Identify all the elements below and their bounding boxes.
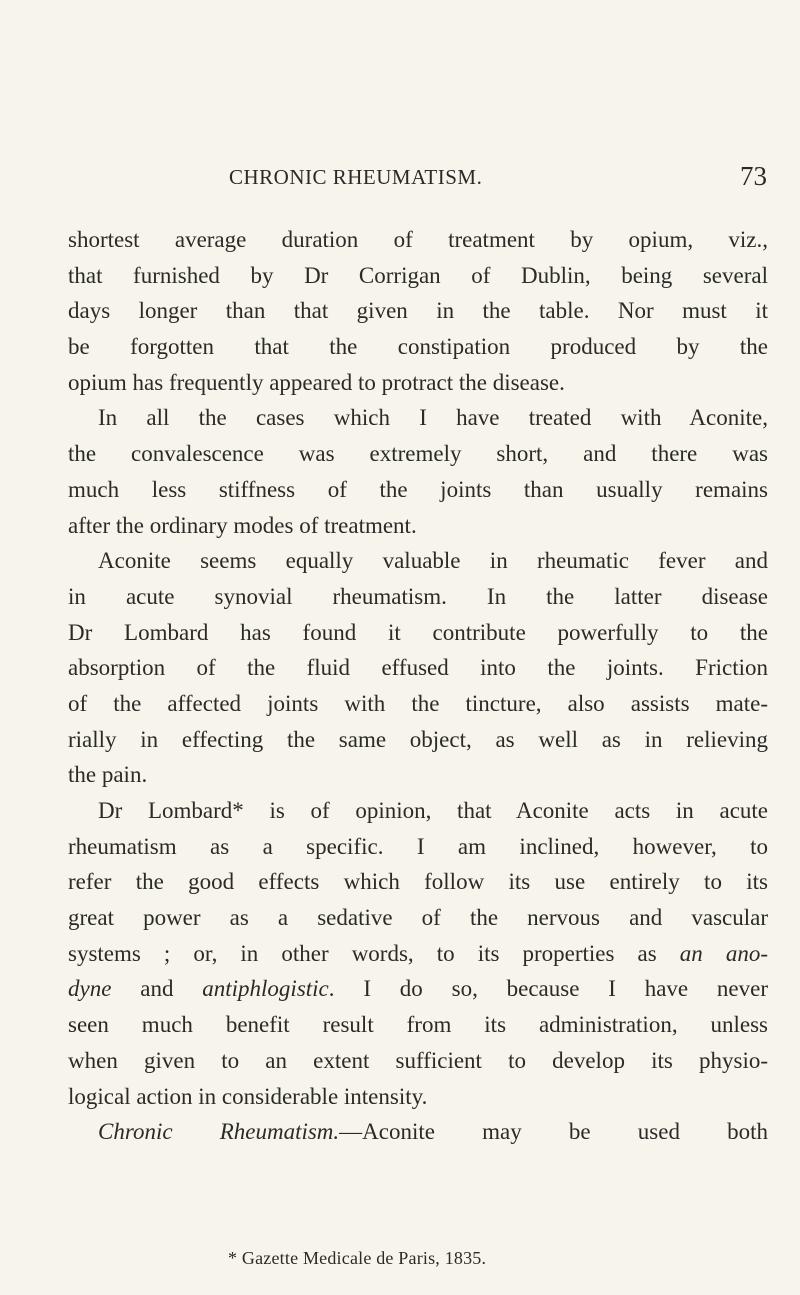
running-head: CHRONIC RHEUMATISM.	[229, 165, 483, 189]
italic-term: antiphlogistic	[202, 976, 329, 1002]
text-line: refer the good effects which follow its use entirely to its	[68, 869, 768, 895]
text-line: Aconite seems equally valuable in rheumatic fever and	[98, 548, 768, 574]
text-line: absorption of the fluid effused into the joints. Friction	[68, 655, 768, 681]
text-line	[68, 971, 768, 1007]
text-line: rially in effecting the same object, as well as in relieving	[68, 726, 768, 752]
text-line: shortest average duration of treatment by opium, viz.,	[68, 227, 768, 252]
text-line	[68, 1114, 768, 1150]
text-line: Dr Lombard* is of opinion, that Aconite acts in acute	[98, 798, 768, 823]
text-segment: —Aconite may be used both	[339, 1119, 768, 1145]
text-line: after the ordinary modes of treatment.	[68, 512, 417, 538]
page-number: 73	[740, 161, 767, 191]
text-line	[68, 936, 768, 972]
text-line: the pain.	[68, 762, 148, 788]
text-line: of the affected joints with the tincture, also assists mate-	[68, 690, 768, 716]
text-line: that furnished by Dr Corrigan of Dublin, being several	[68, 262, 768, 288]
text-line: much less stiffness of the joints than usually remains	[68, 476, 768, 502]
text-line: when given to an extent sufficient to develop its physio-	[68, 1047, 768, 1073]
italic-term: an ano-	[679, 940, 768, 966]
text-line: rheumatism as a specific. I am inclined, however, to	[68, 833, 768, 859]
text-segment: systems ; or, in other words, to its properties as	[68, 940, 657, 966]
section-heading: Chronic Rheumatism.	[98, 1119, 340, 1145]
page-header	[229, 161, 767, 195]
footnote: * Gazette Medicale de Paris, 1835.	[228, 1248, 487, 1268]
italic-term: dyne	[68, 976, 112, 1002]
text-line: the convalescence was extremely short, and there was	[68, 441, 768, 467]
text-line: days longer than that given in the table. Nor must it	[68, 298, 768, 324]
text-line: in acute synovial rheumatism. In the latter disease	[68, 583, 768, 609]
text-line: In all the cases which I have treated with Aconite,	[98, 405, 768, 431]
text-segment: and	[111, 976, 203, 1002]
text-line: Dr Lombard has found it contribute powerfully to the	[68, 619, 768, 645]
text-segment: . I do so, because I have never	[328, 976, 768, 1002]
text-line: logical action in considerable intensity.	[68, 1083, 428, 1109]
text-line: seen much benefit result from its administration, unless	[68, 1012, 768, 1038]
text-line: be forgotten that the constipation produced by the	[68, 334, 768, 360]
body-text	[68, 222, 768, 1150]
text-line: great power as a sedative of the nervous and vascular	[68, 905, 768, 931]
text-line: opium has frequently appeared to protract the disease.	[68, 369, 565, 395]
